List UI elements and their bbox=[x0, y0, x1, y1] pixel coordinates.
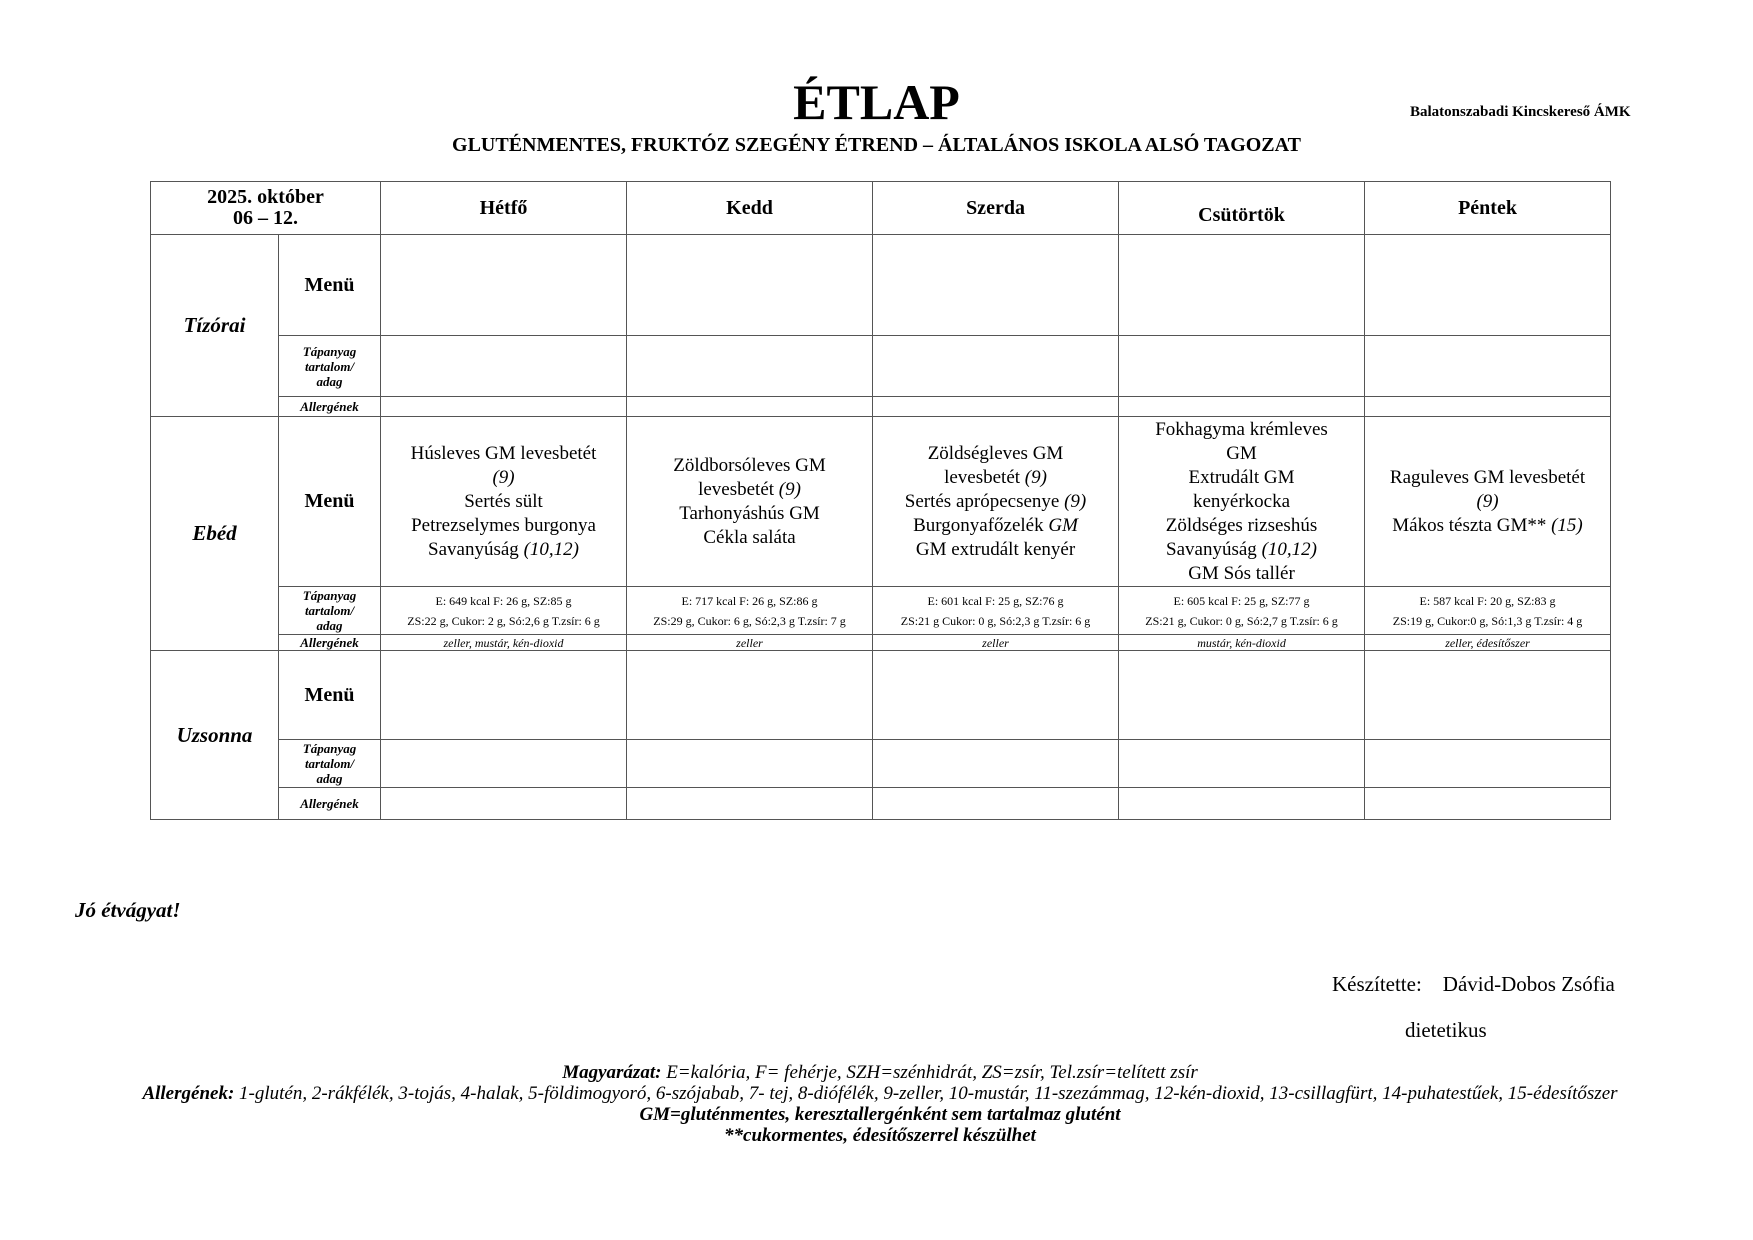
allergen-cell bbox=[381, 397, 627, 417]
nutrient-cell bbox=[1365, 336, 1611, 397]
row-label-menu: Menü bbox=[279, 417, 381, 587]
dish-line: Zöldborsóleves GM bbox=[673, 454, 826, 476]
uzsonna-nutrient-row bbox=[151, 740, 1611, 788]
date-month: 2025. október bbox=[207, 186, 324, 208]
dish-line: Extrudált GM bbox=[1188, 466, 1295, 488]
allergen-cell bbox=[1119, 397, 1365, 417]
lunch-dish-thursday bbox=[1119, 417, 1365, 587]
legend-allergens: Allergének: 1-glutén, 2-rákfélék, 3-tojás, 4-halak, 5-földimogyoró, 6-szójabab, 7- tej, 8-diófélék, 9-zeller, 10-mustár, 11-szezámmag, 12-kén-dioxid, 13-csillagfürt, 14-puhatestűek, 15-édesítőszer bbox=[142, 1083, 1618, 1104]
nutrient-cell bbox=[873, 336, 1119, 397]
dish-line: levesbetét (9) bbox=[944, 466, 1047, 488]
tizorai-menu-row bbox=[151, 235, 1611, 336]
menu-cell bbox=[873, 235, 1119, 336]
allergen-cell bbox=[627, 788, 873, 820]
page-subtitle: GLUTÉNMENTES, FRUKTÓZ SZEGÉNY ÉTREND – ÁLTALÁNOS ISKOLA ALSÓ TAGOZAT bbox=[452, 134, 1301, 156]
day-header-tuesday: Kedd bbox=[627, 182, 873, 235]
lunch-dish-friday bbox=[1365, 417, 1611, 587]
dish-line: Mákos tészta GM** (15) bbox=[1392, 514, 1583, 536]
nutrient-cell bbox=[1119, 740, 1365, 788]
dish-line: Zöldségleves GM bbox=[927, 442, 1064, 464]
dish-line: Sertés sült bbox=[464, 490, 543, 512]
ebed-allergen-row bbox=[151, 635, 1611, 651]
lunch-allergens-wednesday: zeller bbox=[873, 635, 1119, 651]
dish-line: Fokhagyma krémleves bbox=[1155, 418, 1328, 440]
day-header-thursday: Csütörtök bbox=[1119, 182, 1365, 235]
lunch-nutrients-tuesday: E: 717 kcal F: 26 g, SZ:86 g ZS:29 g, Cukor: 6 g, Só:2,3 g T.zsír: 7 g bbox=[627, 587, 873, 635]
lunch-nutrients-thursday: E: 605 kcal F: 25 g, SZ:77 g ZS:21 g, Cukor: 0 g, Só:2,7 g T.zsír: 6 g bbox=[1119, 587, 1365, 635]
legend bbox=[100, 1062, 1660, 1146]
lunch-allergens-friday: zeller, édesítőszer bbox=[1365, 635, 1611, 651]
allergen-cell bbox=[873, 397, 1119, 417]
greeting: Jó étvágyat! bbox=[75, 898, 181, 922]
dish-line: Húsleves GM levesbetét bbox=[410, 442, 597, 464]
menu-cell bbox=[1119, 651, 1365, 740]
meal-label-tizorai: Tízórai bbox=[151, 235, 279, 417]
lunch-nutrients-wednesday: E: 601 kcal F: 25 g, SZ:76 g ZS:21 g Cukor: 0 g, Só:2,3 g T.zsír: 6 g bbox=[873, 587, 1119, 635]
dish-line: Raguleves GM levesbetét bbox=[1389, 466, 1586, 488]
menu-cell bbox=[627, 235, 873, 336]
row-label-nutrient: Tápanyag tartalom/ adag bbox=[279, 740, 381, 788]
menu-cell bbox=[873, 651, 1119, 740]
lunch-allergens-tuesday: zeller bbox=[627, 635, 873, 651]
date-days: 06 – 12. bbox=[233, 207, 298, 229]
dish-line: (9) bbox=[1476, 490, 1499, 512]
meal-label-ebed: Ebéd bbox=[151, 417, 279, 651]
menu-cell bbox=[1119, 235, 1365, 336]
tizorai-nutrient-row bbox=[151, 336, 1611, 397]
row-label-nutrient: Tápanyag tartalom/ adag bbox=[279, 587, 381, 635]
dish-line: Savanyúság (10,12) bbox=[1166, 538, 1317, 560]
dish-line: Zöldséges rizseshús bbox=[1165, 514, 1318, 536]
made-by bbox=[1332, 972, 1615, 997]
nutrient-cell bbox=[381, 740, 627, 788]
day-header-monday: Hétfő bbox=[381, 182, 627, 235]
allergen-cell bbox=[1365, 397, 1611, 417]
menu-cell bbox=[1365, 651, 1611, 740]
institution-name: Balatonszabadi Kincskereső ÁMK bbox=[1410, 104, 1631, 120]
dish-line: Cékla saláta bbox=[703, 526, 796, 548]
made-by-label: Készítette: bbox=[1332, 972, 1422, 996]
made-by-name: Dávid-Dobos Zsófia bbox=[1442, 972, 1615, 996]
dish-line: Savanyúság (10,12) bbox=[428, 538, 579, 560]
legend-sugar-note: **cukormentes, édesítőszerrel készülhet bbox=[724, 1125, 1036, 1146]
nutrient-cell bbox=[873, 740, 1119, 788]
row-label-nutrient: Tápanyag tartalom/ adag bbox=[279, 336, 381, 397]
header-row bbox=[151, 182, 1611, 235]
dish-line: levesbetét (9) bbox=[698, 478, 801, 500]
row-label-menu: Menü bbox=[279, 651, 381, 740]
lunch-nutrients-monday: E: 649 kcal F: 26 g, SZ:85 g ZS:22 g, Cukor: 2 g, Só:2,6 g T.zsír: 6 g bbox=[381, 587, 627, 635]
tizorai-allergen-row bbox=[151, 397, 1611, 417]
menu-cell bbox=[1365, 235, 1611, 336]
legend-abbreviations: Magyarázat: E=kalória, F= fehérje, SZH=szénhidrát, ZS=zsír, Tel.zsír=telített zsír bbox=[562, 1062, 1198, 1083]
allergen-cell bbox=[1119, 788, 1365, 820]
nutrient-cell bbox=[627, 336, 873, 397]
lunch-allergens-thursday: mustár, kén-dioxid bbox=[1119, 635, 1365, 651]
row-label-menu: Menü bbox=[279, 235, 381, 336]
nutrient-cell bbox=[1119, 336, 1365, 397]
day-header-wednesday: Szerda bbox=[873, 182, 1119, 235]
nutrient-cell bbox=[627, 740, 873, 788]
lunch-dish-wednesday bbox=[873, 417, 1119, 587]
author-role: dietetikus bbox=[1405, 1018, 1487, 1042]
allergen-cell bbox=[1365, 788, 1611, 820]
menu-cell bbox=[381, 651, 627, 740]
dish-line: GM Sós tallér bbox=[1188, 562, 1295, 584]
nutrient-cell bbox=[1365, 740, 1611, 788]
allergen-cell bbox=[381, 788, 627, 820]
uzsonna-menu-row bbox=[151, 651, 1611, 740]
allergen-cell bbox=[873, 788, 1119, 820]
menu-table bbox=[150, 181, 1611, 820]
row-label-allergens: Allergének bbox=[279, 397, 381, 417]
lunch-dish-tuesday bbox=[627, 417, 873, 587]
lunch-allergens-monday: zeller, mustár, kén-dioxid bbox=[381, 635, 627, 651]
menu-cell bbox=[627, 651, 873, 740]
allergen-cell bbox=[627, 397, 873, 417]
lunch-nutrients-friday: E: 587 kcal F: 20 g, SZ:83 g ZS:19 g, Cukor:0 g, Só:1,3 g T.zsír: 4 g bbox=[1365, 587, 1611, 635]
dish-line: Sertés aprópecsenye (9) bbox=[904, 490, 1087, 512]
meal-label-uzsonna: Uzsonna bbox=[151, 651, 279, 820]
ebed-nutrient-row bbox=[151, 587, 1611, 635]
lunch-dish-monday bbox=[381, 417, 627, 587]
dish-line: GM extrudált kenyér bbox=[915, 538, 1076, 560]
page-title: ÉTLAP bbox=[793, 74, 960, 130]
day-header-friday: Péntek bbox=[1365, 182, 1611, 235]
dish-line: GM bbox=[1226, 442, 1257, 464]
date-range bbox=[151, 182, 381, 235]
dish-line: (9) bbox=[492, 466, 515, 488]
dish-line: Petrezselymes burgonya bbox=[411, 514, 596, 536]
uzsonna-allergen-row bbox=[151, 788, 1611, 820]
row-label-allergens: Allergének bbox=[279, 788, 381, 820]
menu-cell bbox=[381, 235, 627, 336]
legend-gm-note: GM=gluténmentes, keresztallergénként sem tartalmaz glutént bbox=[639, 1104, 1121, 1125]
ebed-menu-row bbox=[151, 417, 1611, 587]
nutrient-cell bbox=[381, 336, 627, 397]
dish-line: Burgonyafőzelék GM bbox=[913, 514, 1078, 536]
row-label-allergens: Allergének bbox=[279, 635, 381, 651]
dish-line: Tarhonyáshús GM bbox=[679, 502, 820, 524]
dish-line: kenyérkocka bbox=[1192, 490, 1291, 512]
